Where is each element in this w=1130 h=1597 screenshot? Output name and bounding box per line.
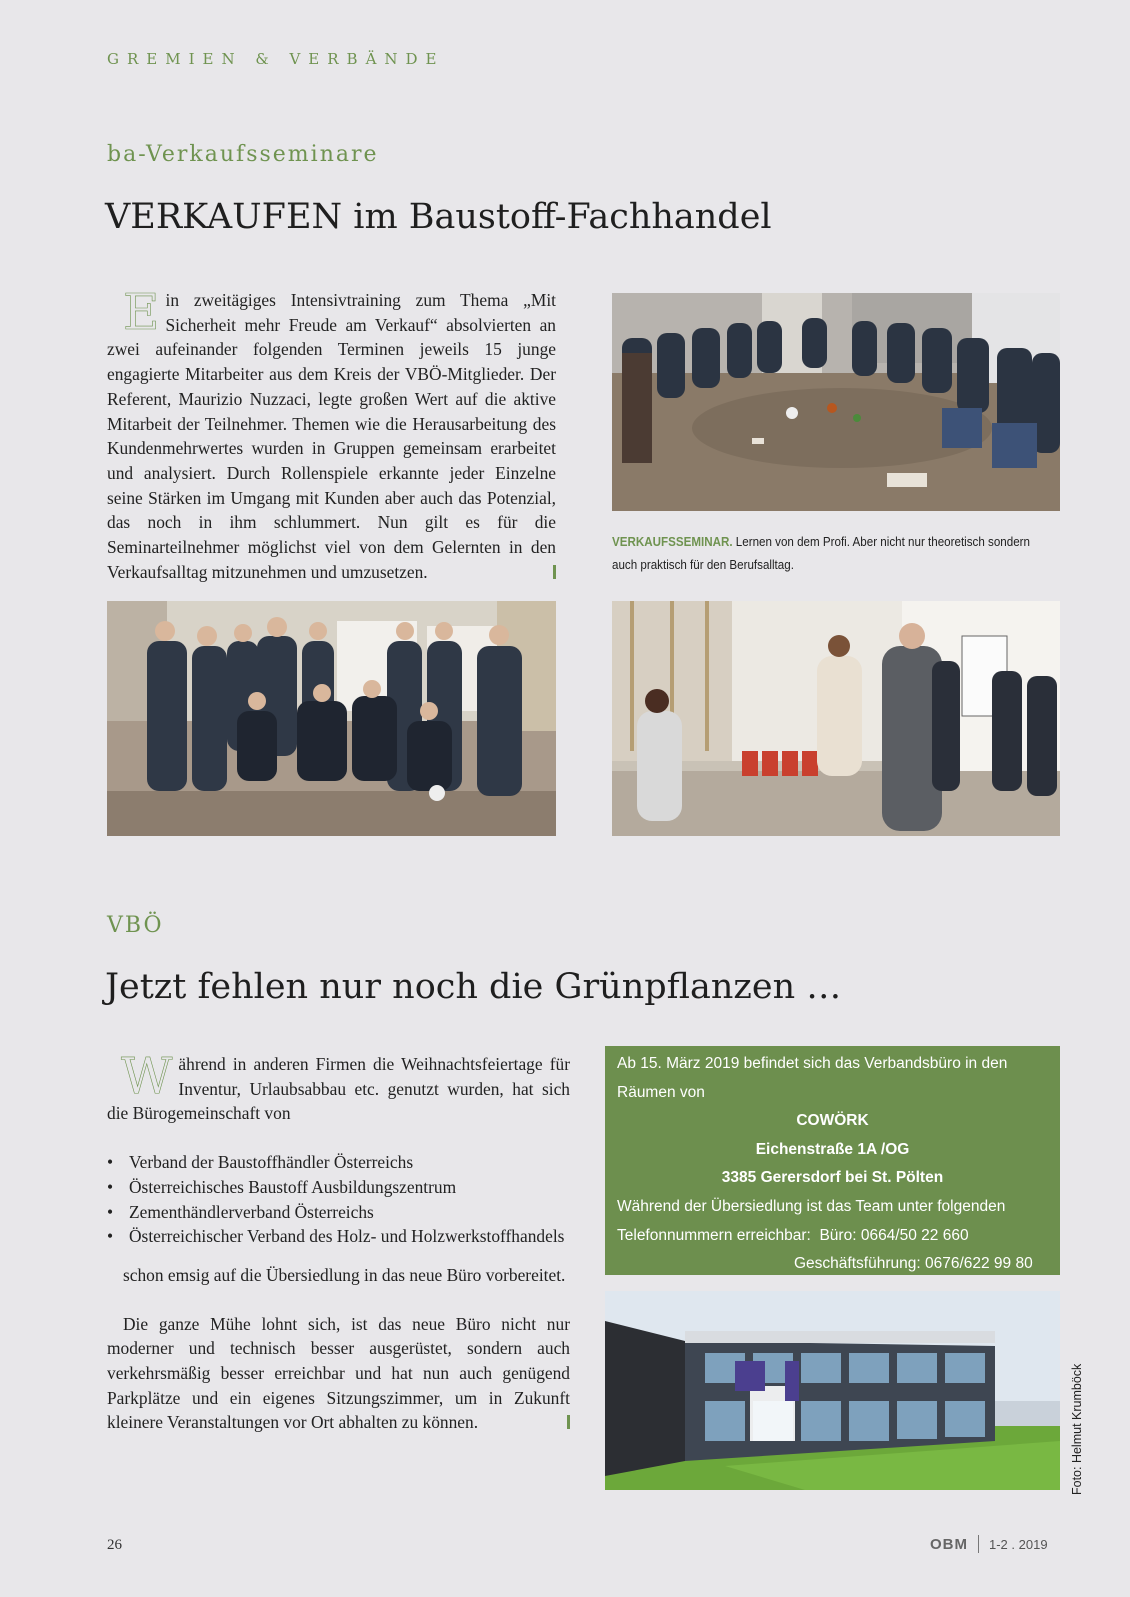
page-number: 26 (107, 1537, 122, 1553)
infobox-intro: Ab 15. März 2019 befindet sich das Verbandsbüro in den Räumen von (617, 1055, 1008, 1101)
article1-kicker: ba-Verkaufsseminare (107, 142, 379, 167)
photo-caption (612, 530, 1052, 576)
article1-body (107, 283, 556, 584)
end-mark (567, 1415, 570, 1429)
article2-kicker: VBÖ (107, 913, 164, 938)
article2-intro: ährend in anderen Firmen die Weihnachtsfeiertage für Inventur, Urlaubsabbau etc. genutzt wurden, hat sich die Bürogemeinschaft von (107, 1054, 570, 1124)
infobox-name: COWÖRK (796, 1112, 869, 1130)
infobox-city: 3385 Gerersdorf bei St. Pölten (721, 1169, 944, 1187)
infobox-team (617, 1193, 1048, 1250)
article1-headline: VERKAUFEN im Baustoff-Fachhandel (105, 197, 772, 237)
footer-issue (930, 1535, 1048, 1553)
caption-lead: VERKAUFSSEMINAR. (612, 534, 733, 549)
magazine-logo: OBM (930, 1535, 968, 1553)
photo-credit: Foto: Helmut Krumböck (1070, 1363, 1084, 1495)
article2-para2: schon emsig auf die Übersiedlung in das neue Büro vorbereitet. (123, 1264, 566, 1285)
list-item: • Österreichischer Verband des Holz- und Holzwerkstoffhandels (129, 1224, 570, 1249)
end-mark (553, 565, 556, 579)
article1-dropcap: E (123, 283, 160, 341)
seminar-circle-photo (612, 293, 1060, 511)
article2-headline: Jetzt fehlen nur noch die Grünpflanzen … (105, 967, 842, 1007)
office-building-photo (605, 1291, 1060, 1490)
list-item: • Zementhändlerverband Österreichs (129, 1200, 570, 1225)
section-label: GREMIEN & VERBÄNDE (107, 50, 445, 68)
infobox-tel-mgmt: Geschäftsführung: 0676/622 99 80 (794, 1255, 1033, 1273)
article2-para3: Die ganze Mühe lohnt sich, ist das neue Büro nicht nur moderner und technisch besser ausgerüstet, sondern auch verkehrsmäßig besser erreichbar und hat nun auch genügend Parkplätze und ein eigenes Sitzungszimmer, um in Zukunft kleinere Veranstaltungen vor Ort abhalten zu können. (107, 1313, 570, 1433)
address-infobox (605, 1046, 1060, 1275)
article2-dropcap: W (121, 1047, 173, 1105)
list-item: • Verband der Baustoffhändler Österreichs (129, 1150, 570, 1175)
group-photo (107, 601, 556, 836)
article2-body (107, 1047, 570, 1435)
infobox-tel-office: Büro: 0664/50 22 660 (819, 1226, 969, 1244)
infobox-team-text: Während der Übersiedlung ist das Team unter folgenden Telefonnummern erreichbar: (617, 1197, 1006, 1244)
infobox-street: Eichenstraße 1A /OG (755, 1140, 910, 1158)
article1-body-text: in zweitägiges Intensivtraining zum Thema „Mit Sicherheit mehr Freude am Verkauf“ absolvierten an zwei aufeinander folgenden Terminen jeweils 15 junge engagierte Mitarbeiter aus dem Kreis der VBÖ-Mitglieder. Der Referent, Maurizio Nuzzaci, legte großen Wert auf die aktive Mitarbeit der Teilnehmer. Themen wie die Herausarbeitung des Kundenmehrwertes wurden in Gruppen gemeinsam erarbeitet und analysiert. Durch Rollenspiele erkannte jeder Einzelne seine Stärken im Umgang mit Kunden aber auch das Potenzial, das noch in ihm schlummert. Nun gilt es für die Seminarteilnehmer möglichst viel von dem Gelernten in den Verkaufsalltag mitzunehmen und umzusetzen. (107, 290, 556, 582)
footer-divider (978, 1535, 979, 1553)
list-item: • Österreichisches Baustoff Ausbildungszentrum (129, 1175, 570, 1200)
issue-number: 1-2 . 2019 (989, 1536, 1048, 1552)
caption-text: Lernen von dem Profi. Aber nicht nur theoretisch sondern auch praktisch für den Berufsalltag. (612, 534, 1030, 572)
role-play-photo (612, 601, 1060, 836)
member-list (107, 1150, 570, 1249)
